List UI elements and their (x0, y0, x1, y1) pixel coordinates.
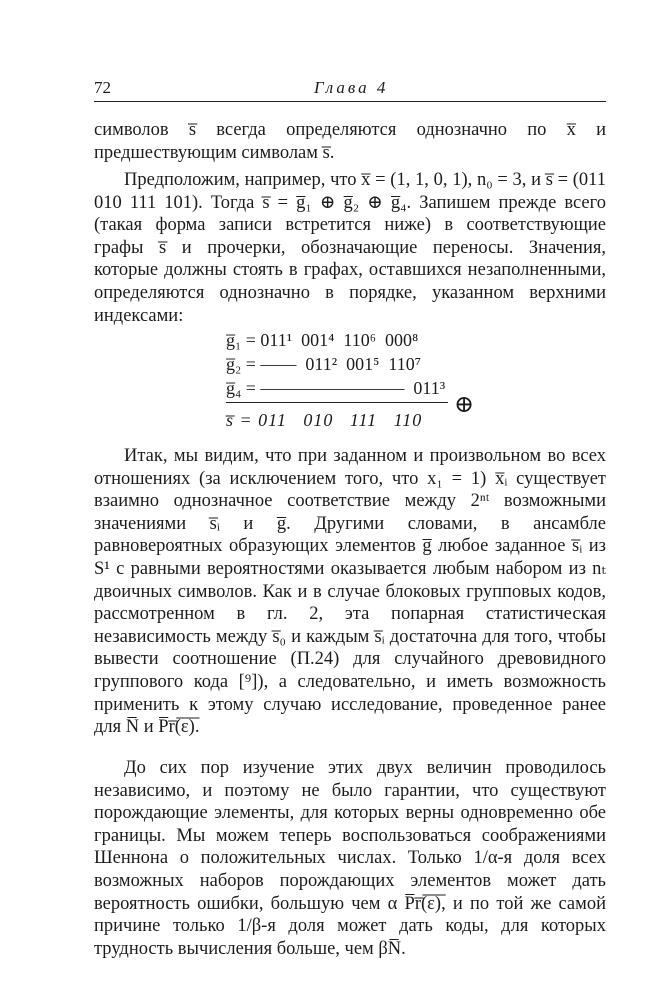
chapter-title: Глава 4 (314, 78, 389, 97)
paragraph-example: Предположим, например, что x̅ = (1, 1, 0, 1), n₀ = 3, и s̅ = (011 010 111 101). Тогда s̅ = g̅₁ ⊕ g̅₂ ⊕ g̅₄. Запишем прежде всего (такая форма записи встретится ниже) в соответствующие графы s̅ и прочерки, обозначающие переносы. Значения, которые должны стоять в графах, оставшихся незаполненными, определяются однозначно в порядке, указанном верхними индексами: (94, 170, 606, 326)
equation-sum-rule (226, 402, 448, 403)
page-header (94, 78, 606, 100)
paragraph-bounds: До сих пор изучение этих двух величин проводилось независимо, и поэтому не было гарантии, что существуют порождающие элементы, для которых верны одновременно обе границы. Мы можем теперь воспользоваться соображениями Шеннона о положительных числах. Только 1/α-я доля всех возможных наборов порождающих элементов может дать вероятность ошибки, большую чем α P̅r̅(̅ε̅)̅, и по той же самой причине только 1/β-я доля может дать коды, для которых трудность вычисления больше, чем βN̅. (94, 758, 606, 959)
paragraph-conclusion: Итак, мы видим, что при заданном и произвольном во всех отношениях (за исключением того, что x₁ = 1) x̅ᵢ существует взаимно однозначное соответствие между 2ⁿᵗ возможными значениями s̅ᵢ и g̅. Другими словами, в ансамбле равновероятных образующих элементов g̅ любое заданное s̅ᵢ из S¹ с равными вероятностями оказывается любым набором из nₜ двоичных символов. Как и в случае блоковых групповых кодов, рассмотренном в гл. 2, эта попарная статистическая независимость между s̅₀ и каждым s̅ᵢ достаточна для того, чтобы вывести соотношение (П.24) для случайного древовидного группового кода [⁹]), а следовательно, и иметь возможность применить к этому случаю исследование, проведенное ранее для N̅ и P̅r̅(̅ε̅)̅. (94, 446, 606, 738)
header-rule (94, 101, 606, 102)
oplus-icon: ⊕ (454, 392, 475, 418)
equation-row-sum: s̅ = 011 010 111 110 (226, 410, 423, 430)
equation-row-g2: g̅₂ = —— 011² 001⁵ 110⁷ (226, 354, 422, 374)
equation-row-g1: g̅₁ = 011¹ 001⁴ 110⁶ 000⁸ (226, 330, 419, 350)
equation-row-g4: g̅₄ = ———————— 011³ (226, 378, 446, 398)
page-number: 72 (94, 78, 111, 97)
paragraph-continuation: символов s̅ всегда определяются однозначно по x̅ и предшествующим символам s̅. (94, 120, 606, 163)
